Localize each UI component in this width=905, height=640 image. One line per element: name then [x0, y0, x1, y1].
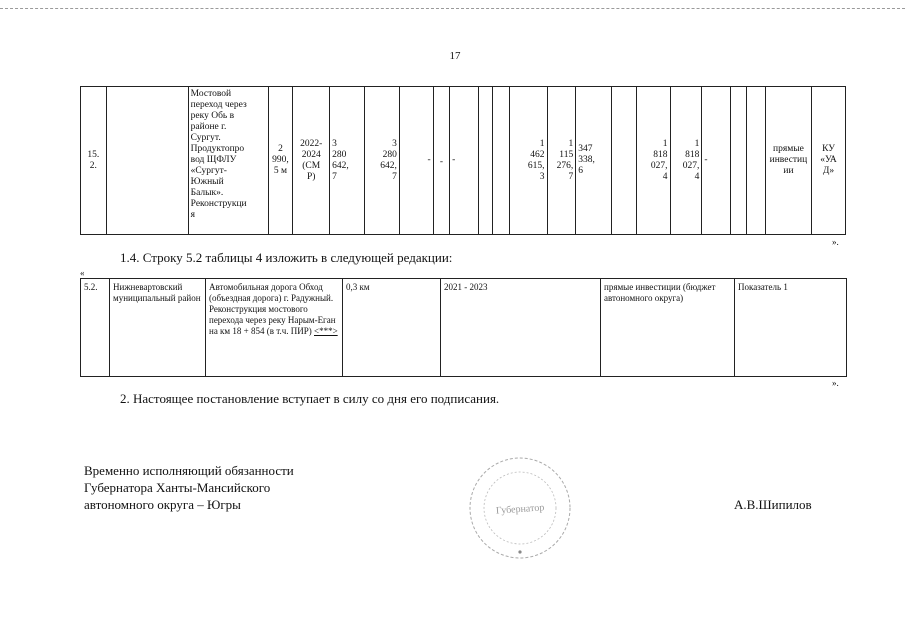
capacity: 2 990, 5 м [268, 87, 293, 235]
finance-value: 1 115 276, 7 [547, 87, 576, 235]
empty-cell [478, 87, 492, 235]
empty-cell [493, 87, 509, 235]
investment-form: прямые инвестиции (бюджет автономного округа) [601, 279, 735, 377]
empty-cell [612, 87, 637, 235]
finance-value: 1 818 027, 4 [670, 87, 702, 235]
value-dash: - [433, 87, 449, 235]
object-name: Мостовой переход через реку Обь в районе г. Сургут. Продуктопро вод ЩФЛУ «Сургут- Южный Балык». Реконструкци я [188, 87, 268, 235]
investment-form: прямые инвестиц ии [765, 87, 811, 235]
capacity: 0,3 км [343, 279, 441, 377]
empty-cell [106, 87, 188, 235]
cost-remaining: 3 280 642, 7 [365, 87, 400, 235]
finance-value: 347 338, 6 [576, 87, 612, 235]
finance-value: 1 462 615, 3 [509, 87, 547, 235]
empty-cell [731, 87, 747, 235]
opening-quote: « [80, 268, 85, 278]
paragraph-2: 2. Настоящее постановление вступает в силу со дня его подписания. [120, 391, 500, 406]
value-dash: - [702, 87, 731, 235]
object-name [206, 279, 343, 377]
customer: КУ «УА Д» [812, 87, 846, 235]
years: 2022- 2024 (СМ Р) [293, 87, 330, 235]
closing-quote: ». [832, 378, 839, 388]
page-number: 17 [449, 50, 461, 62]
row-number: 5.2. [81, 279, 110, 377]
table-4-row-5-2 [80, 278, 847, 377]
district: Нижневартовский муниципальный район [110, 279, 206, 377]
table-4-fragment [80, 86, 846, 235]
closing-quote: ». [832, 237, 839, 247]
object-name-text: Автомобильная дорога Обход (объездная дорога) г. Радужный. Реконструкция мостового перехода через реку Нарым-Еган на км 18 + 854 (в т.ч. ПИР) [209, 282, 336, 336]
seal-text: Губернатор [495, 502, 545, 517]
scan-edge-line [0, 8, 905, 9]
value-dash: - [399, 87, 433, 235]
years: 2021 - 2023 [441, 279, 601, 377]
table-row [81, 87, 846, 235]
empty-cell [747, 87, 765, 235]
paragraph-1-4: 1.4. Строку 5.2 таблицы 4 изложить в следующей редакции: [120, 250, 453, 265]
value-dash: - [450, 87, 479, 235]
footnote-mark: <***> [314, 326, 338, 336]
official-seal [468, 456, 572, 560]
finance-value: 1 818 027, 4 [636, 87, 670, 235]
indicator: Показатель 1 [735, 279, 847, 377]
table-row [81, 279, 847, 377]
signatory-title: Временно исполняющий обязанности Губернатора Ханты-Мансийского автономного округа – Югры [84, 463, 294, 512]
cost-total: 3 280 642, 7 [330, 87, 365, 235]
row-number: 15. 2. [81, 87, 107, 235]
signatory-name: А.В.Шипилов [734, 497, 812, 512]
